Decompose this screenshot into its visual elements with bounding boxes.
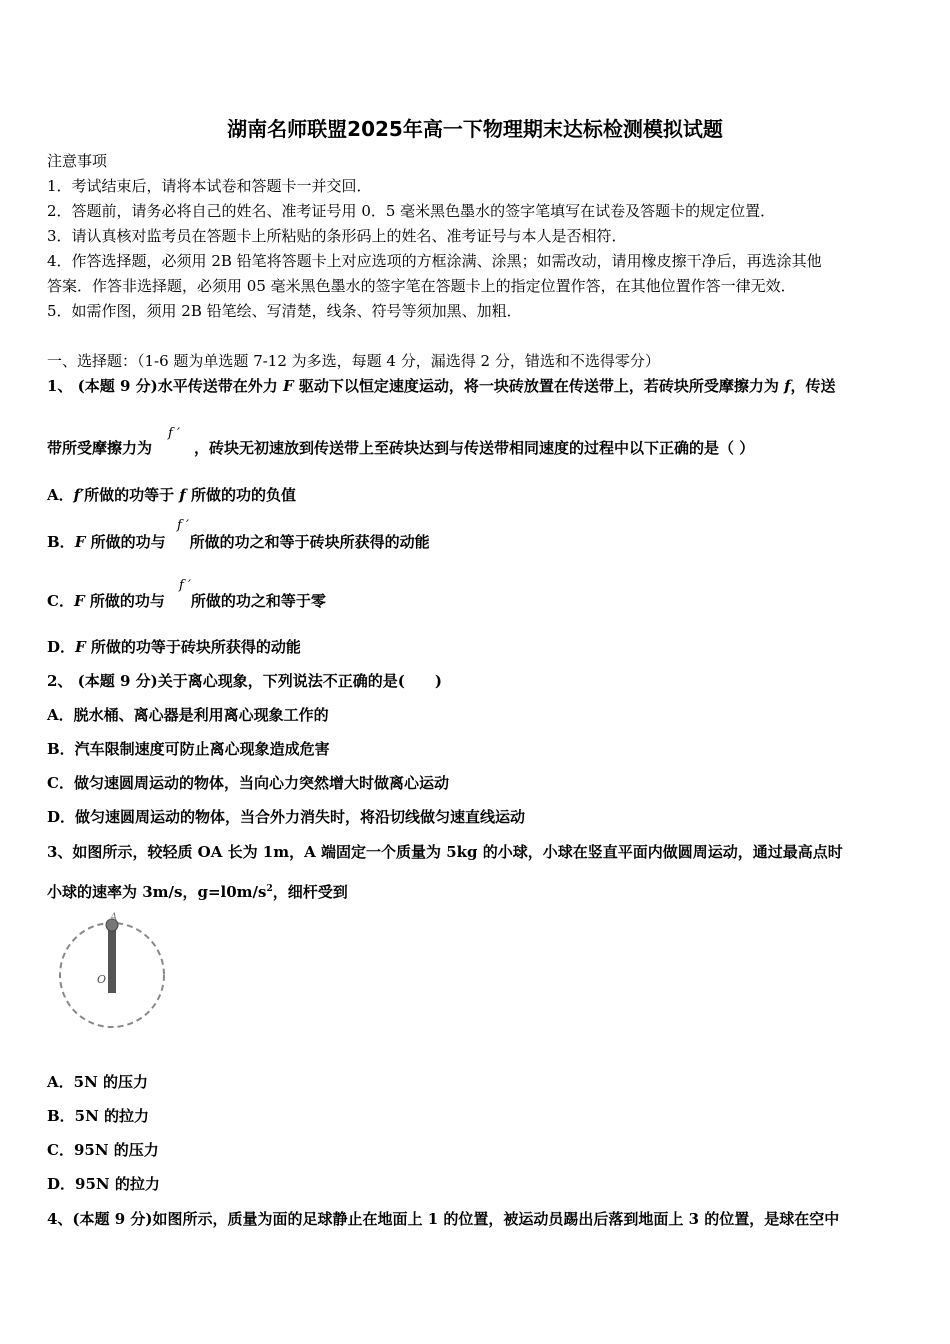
note-item: 5．如需作图，须用 2B 铅笔绘、写清楚，线条、符号等须加黑、加粗． bbox=[47, 302, 522, 320]
q1-option-b bbox=[47, 532, 430, 552]
q3-text: 小球的速率为 3m/s，g=l0m/s bbox=[47, 883, 267, 901]
q3-option-b: B．5N 的拉力 bbox=[47, 1107, 150, 1125]
q2-option-d: D．做匀速圆周运动的物体，当合外力消失时，将沿切线做匀速直线运动 bbox=[47, 808, 526, 826]
note-item: 4．作答选择题，必须用 2B 铅笔将答题卡上对应选项的方框涂满、涂黑；如需改动，请用橡皮擦干净后，再选涂其他 bbox=[47, 252, 822, 270]
q3-superscript: 2 bbox=[266, 884, 273, 894]
option-text: 所做的功之和等于砖块所获得的动能 bbox=[189, 533, 430, 551]
option-var: F bbox=[73, 592, 85, 610]
q2-option-b: B．汽车限制速度可防止离心现象造成危害 bbox=[47, 740, 330, 758]
q1-mid: 驱动下以恒定速度运动，将一块砖放置在传送带上，若砖块所受摩擦力为 bbox=[293, 377, 785, 395]
q2-option-c: C．做匀速圆周运动的物体，当向心力突然增大时做离心运动 bbox=[47, 774, 449, 792]
option-label: A． bbox=[47, 486, 74, 504]
q3-option-d: D．95N 的拉力 bbox=[47, 1175, 160, 1193]
section-heading: 一、选择题：（1-6 题为单选题 7-12 为多选，每题 4 分，漏选得 2 分，错选和不选得零分） bbox=[47, 352, 660, 370]
fprime-symbol: f ′ bbox=[179, 578, 191, 593]
note-item: 2．答题前，请务必将自己的姓名、准考证号用 0．5 毫米黑色墨水的签字笔填写在试卷及答题卡的规定位置． bbox=[47, 202, 776, 220]
q1-var-f: f bbox=[784, 377, 791, 395]
q1-prefix: 1、 (本题 9 分)水平传送带在外力 bbox=[47, 377, 283, 395]
notes-heading: 注意事项 bbox=[47, 152, 108, 170]
question-1-stem bbox=[47, 376, 836, 396]
q3-option-c: C．95N 的压力 bbox=[47, 1141, 159, 1159]
q3-option-a: A．5N 的压力 bbox=[47, 1073, 149, 1091]
q3-text: ，细杆受到 bbox=[272, 883, 348, 901]
question-1-line2 bbox=[47, 438, 754, 458]
page-title: 湖南名师联盟2025年高一下物理期末达标检测模拟试题 bbox=[227, 117, 723, 141]
q1-option-a bbox=[47, 485, 296, 505]
q2-option-a: A．脱水桶、离心器是利用离心现象工作的 bbox=[47, 706, 329, 724]
rod bbox=[108, 928, 116, 993]
option-label: D． bbox=[47, 638, 76, 656]
question-3-line2 bbox=[47, 879, 348, 902]
q1-var-F: F bbox=[282, 377, 294, 395]
label-o: O bbox=[97, 973, 107, 986]
note-item: 1．考试结束后，请将本试卷和答题卡一并交回． bbox=[47, 177, 372, 195]
q1-option-d bbox=[47, 637, 301, 657]
option-text: 所做的功与 bbox=[85, 533, 166, 551]
option-text: 所做的功与 bbox=[84, 592, 165, 610]
q1-line2a: 带所受摩擦力为 bbox=[47, 439, 153, 457]
question-3-stem: 3、如图所示，较轻质 OA 长为 1m，A 端固定一个质量为 5kg 的小球，小球在竖直平面内做圆周运动，通过最高点时 bbox=[47, 843, 843, 861]
option-var: f′ bbox=[73, 486, 85, 504]
option-label: C． bbox=[47, 592, 74, 610]
fprime-symbol: f ′ bbox=[177, 518, 189, 533]
q1-suffix: ，传送 bbox=[790, 377, 836, 395]
option-text: 所做的功等于 bbox=[84, 486, 180, 504]
fprime-symbol: f ′ bbox=[168, 426, 180, 441]
option-text: 所做的功的负值 bbox=[185, 486, 296, 504]
option-text: 所做的功等于砖块所获得的动能 bbox=[85, 638, 301, 656]
note-item: 答案．作答非选择题，必须用 05 毫米黑色墨水的签字笔在答题卡上的指定位置作答，在其他位置作答一律无效． bbox=[47, 277, 796, 295]
option-label: B． bbox=[47, 533, 75, 551]
q1-option-c bbox=[47, 591, 326, 611]
option-text: 所做的功之和等于零 bbox=[190, 592, 326, 610]
option-var: F bbox=[74, 533, 86, 551]
rod-circle-figure bbox=[55, 912, 170, 1032]
note-item: 3．请认真核对监考员在答题卡上所粘贴的条形码上的姓名、准考证号与本人是否相符． bbox=[47, 227, 627, 245]
option-var: F bbox=[75, 638, 86, 656]
option-var: f bbox=[179, 486, 186, 504]
question-2-stem: 2、 (本题 9 分)关于离心现象，下列说法不正确的是( ) bbox=[47, 672, 442, 690]
question-4-stem: 4、(本题 9 分)如图所示，质量为面的足球静止在地面上 1 的位置，被运动员踢出后落到地面上 3 的位置，是球在空中 bbox=[47, 1210, 840, 1228]
label-a: A bbox=[110, 912, 118, 923]
q1-line2b: ，砖块无初速放到传送带上至砖块达到与传送带相同速度的过程中以下正确的是（ ） bbox=[194, 439, 755, 457]
